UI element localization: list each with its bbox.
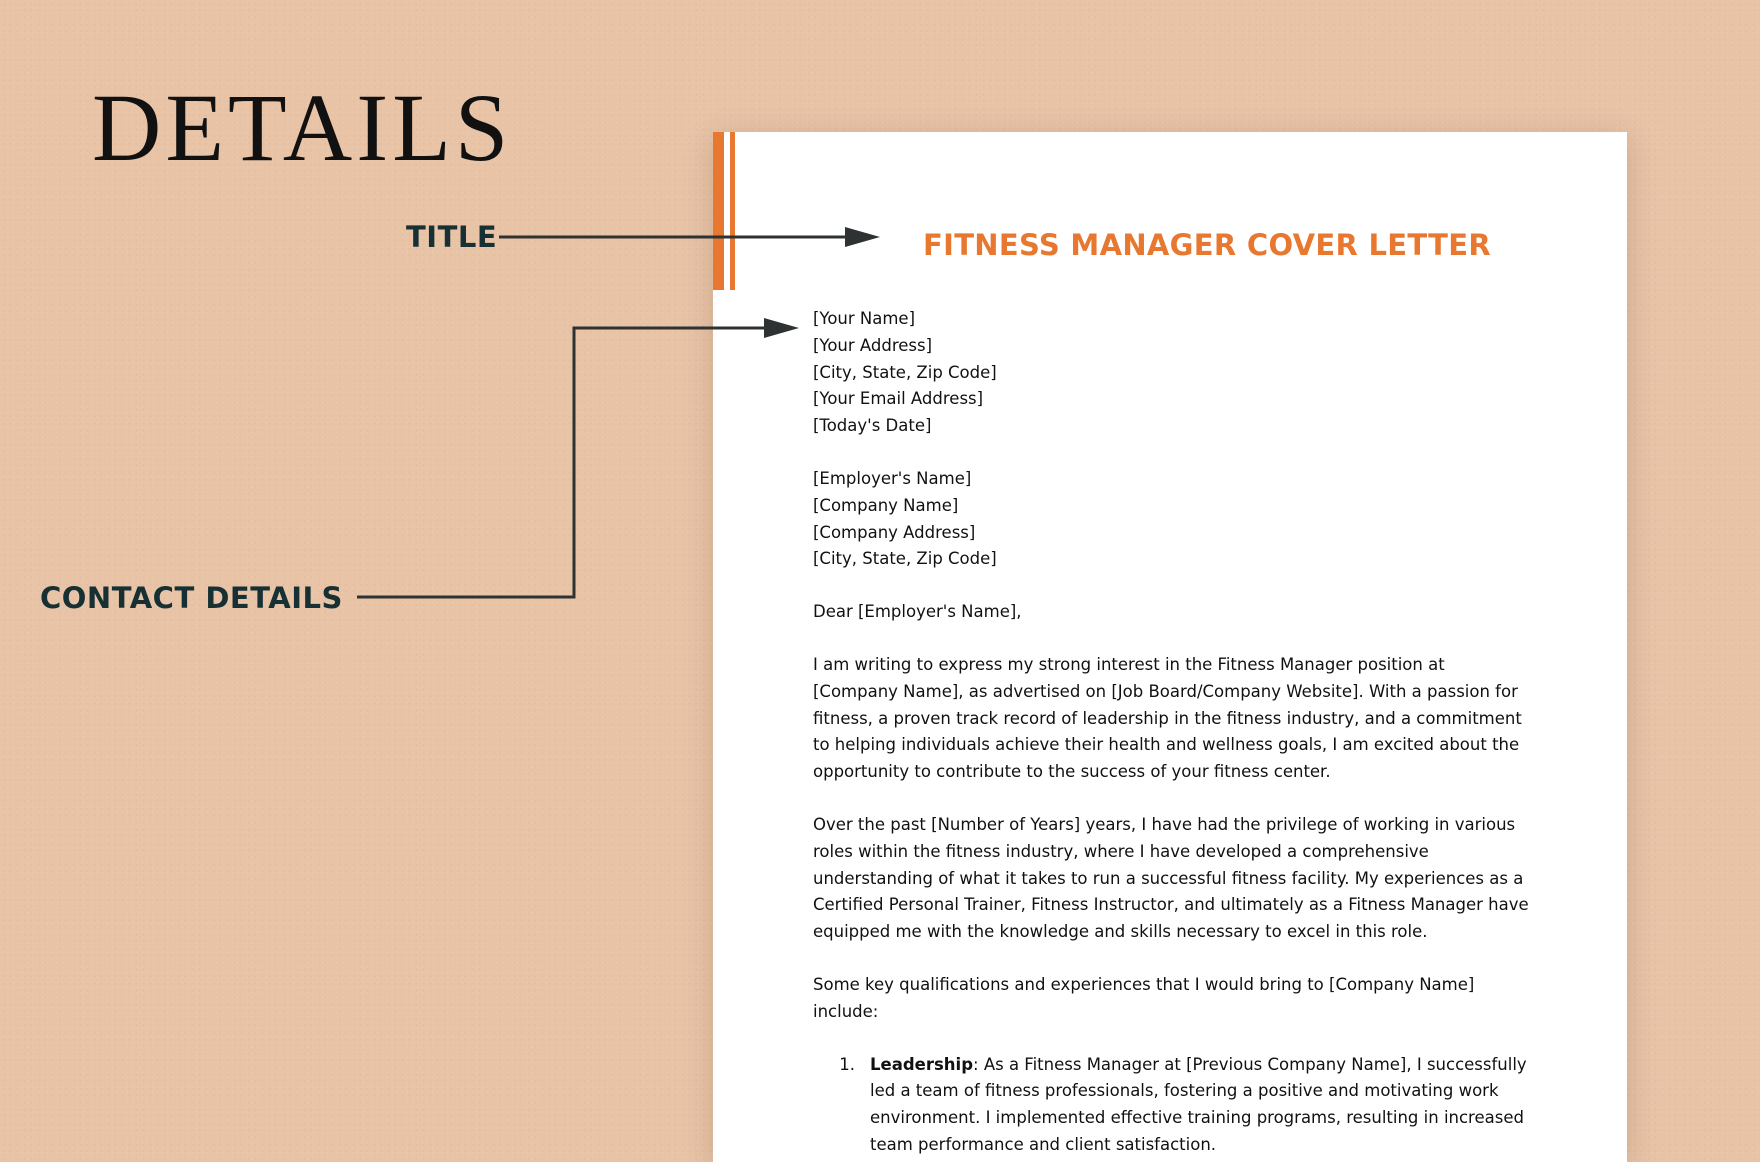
paragraph-qualifications: Some key qualifications and experiences that I would bring to [Company Name] include: [813,974,1475,1021]
paragraph-experience: Over the past [Number of Years] years, I have had the privilege of working in various roles within the fitness industry, where I have developed a comprehensive understanding of what it takes to run a successful fitness facility. My experiences as a Certified Personal Trainer, Fitness Instructor, and ultimately as a Fitness Manager have equipped me with the knowledge and skills necessary to excel in this role. [813,814,1529,942]
sender-line: [Your Email Address] [813,389,984,409]
sender-line: [Your Name] [813,309,916,328]
list-description: : As a Fitness Manager at [Previous Company Name], I successfully led a team of fitness professionals, fostering a positive and motivating work environment. I implemented effective training programs, resulting in increased team performance and client satisfaction. [870,1054,1527,1154]
list-term: Leadership [870,1054,974,1074]
list-number: 1. [839,1054,855,1074]
recipient-line: [Company Address] [813,522,976,542]
page-heading: DETAILS [92,74,513,181]
salutation: Dear [Employer's Name], [813,602,1022,622]
recipient-line: [City, State, Zip Code] [813,549,997,569]
contact-details-arrow [357,318,799,597]
recipient-line: [Company Name] [813,495,959,515]
callout-label-title: TITLE [406,220,498,254]
paragraph-intro: I am writing to express my strong interest in the Fitness Manager position at [Company Name], as advertised on [Job Board/Company Website]. With a passion for fitness, a proven track record of leadership in the fitness industry, and a commitment to helping individuals achieve their health and wellness goals, I am excited about the opportunity to contribute to the success of your fitness center. [813,654,1522,782]
sender-line: [City, State, Zip Code] [813,362,997,382]
callout-label-contact-details: CONTACT DETAILS [40,581,343,615]
document-title: FITNESS MANAGER COVER LETTER [923,228,1491,262]
sender-line: [Your Address] [813,335,933,355]
sender-line: [Today's Date] [813,416,932,436]
recipient-line: [Employer's Name] [813,468,972,488]
title-arrow [499,227,880,247]
